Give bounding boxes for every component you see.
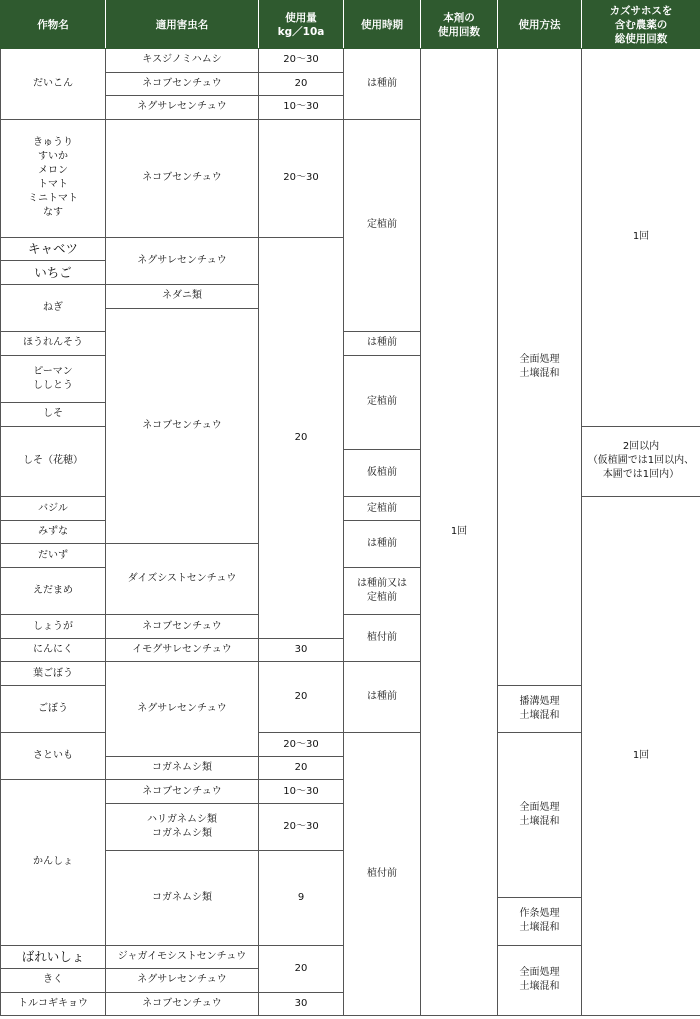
crop-cell: ほうれんそう [1,332,106,356]
crop-cell: ねぎ [1,284,106,331]
total-cell: 2回以内 （仮植圃では1回以内、 本圃では1回内） [582,426,700,497]
crop-cell: だいこん [1,49,106,120]
header-timing: 使用時期 [344,1,421,49]
pest-cell: ネコブセンチュウ [106,615,259,639]
amount-cell: 9 [259,851,344,945]
header-amount: 使用量 kg／10a [259,1,344,49]
crop-cell: きゅうり すいか メロン トマト ミニトマト なす [1,119,106,237]
timing-cell: 植付前 [344,733,421,1016]
method-cell: 全面処理 土壌混和 [498,733,582,898]
crop-cell: しそ [1,402,106,426]
total-cell: 1回 [582,49,700,427]
pest-cell: ネダニ類 [106,284,259,308]
pest-cell: ネグサレセンチュウ [106,969,259,993]
amount-cell: 20〜30 [259,119,344,237]
amount-cell: 20〜30 [259,49,344,73]
amount-cell: 10〜30 [259,780,344,804]
timing-cell: 植付前 [344,615,421,662]
pest-cell: ジャガイモシストセンチュウ [106,945,259,969]
total-cell: 1回 [582,497,700,1016]
pest-cell: コガネムシ類 [106,851,259,945]
times-cell: 1回 [421,49,498,1016]
method-cell: 全面処理 土壌混和 [498,49,582,686]
table-row [1,49,700,73]
amount-cell: 20〜30 [259,804,344,851]
amount-cell: 10〜30 [259,96,344,120]
header-row [1,1,700,49]
pest-cell: ハリガネムシ類 コガネムシ類 [106,804,259,851]
crop-cell: きく [1,969,106,993]
crop-cell: にんにく [1,638,106,662]
timing-cell: は種前 [344,332,421,356]
amount-cell: 20 [259,662,344,733]
table-row [1,497,700,521]
amount-cell: 30 [259,992,344,1016]
timing-cell: 定植前 [344,119,421,331]
amount-cell: 20 [259,756,344,780]
crop-cell: いちご [1,261,106,285]
crop-cell: みずな [1,520,106,544]
crop-cell: えだまめ [1,568,106,615]
pest-cell: イモグサレセンチュウ [106,638,259,662]
crop-cell: トルコギキョウ [1,992,106,1016]
timing-cell: は種前又は 定植前 [344,568,421,615]
pest-cell: ダイズシストセンチュウ [106,544,259,615]
crop-cell: 葉ごぼう [1,662,106,686]
crop-cell: ピーマン ししとう [1,355,106,402]
header-times: 本剤の 使用回数 [421,1,498,49]
header-crop: 作物名 [1,1,106,49]
header-pest: 適用害虫名 [106,1,259,49]
pest-cell: コガネムシ類 [106,756,259,780]
crop-cell: しそ（花穂） [1,426,106,497]
pest-cell: ネコブセンチュウ [106,72,259,96]
pest-cell: ネコブセンチュウ [106,308,259,544]
crop-cell: ごぼう [1,686,106,733]
amount-cell: 30 [259,638,344,662]
pest-cell: ネコブセンチュウ [106,780,259,804]
crop-cell: だいず [1,544,106,568]
crop-cell: さといも [1,733,106,780]
pest-cell: ネグサレセンチュウ [106,96,259,120]
pest-cell: キスジノミハムシ [106,49,259,73]
pest-cell: ネコブセンチュウ [106,992,259,1016]
crop-cell: かんしょ [1,780,106,945]
timing-cell: 定植前 [344,497,421,521]
crop-cell: バジル [1,497,106,521]
header-method: 使用方法 [498,1,582,49]
pest-cell: ネグサレセンチュウ [106,662,259,756]
timing-cell: 仮植前 [344,450,421,497]
pest-cell: ネコブセンチュウ [106,119,259,237]
pest-cell: ネグサレセンチュウ [106,237,259,284]
timing-cell: は種前 [344,520,421,567]
method-cell: 播溝処理 土壌混和 [498,686,582,733]
amount-cell: 20〜30 [259,733,344,757]
crop-cell: しょうが [1,615,106,639]
amount-cell: 20 [259,237,344,638]
crop-cell: ばれいしょ [1,945,106,969]
timing-cell: 定植前 [344,355,421,449]
header-total: カズサホスを 含む農薬の 総使用回数 [582,1,700,49]
amount-cell: 20 [259,72,344,96]
timing-cell: は種前 [344,49,421,120]
method-cell: 全面処理 土壌混和 [498,945,582,1016]
timing-cell: は種前 [344,662,421,733]
method-cell: 作条処理 土壌混和 [498,898,582,945]
crop-cell: キャベツ [1,237,106,261]
amount-cell: 20 [259,945,344,992]
